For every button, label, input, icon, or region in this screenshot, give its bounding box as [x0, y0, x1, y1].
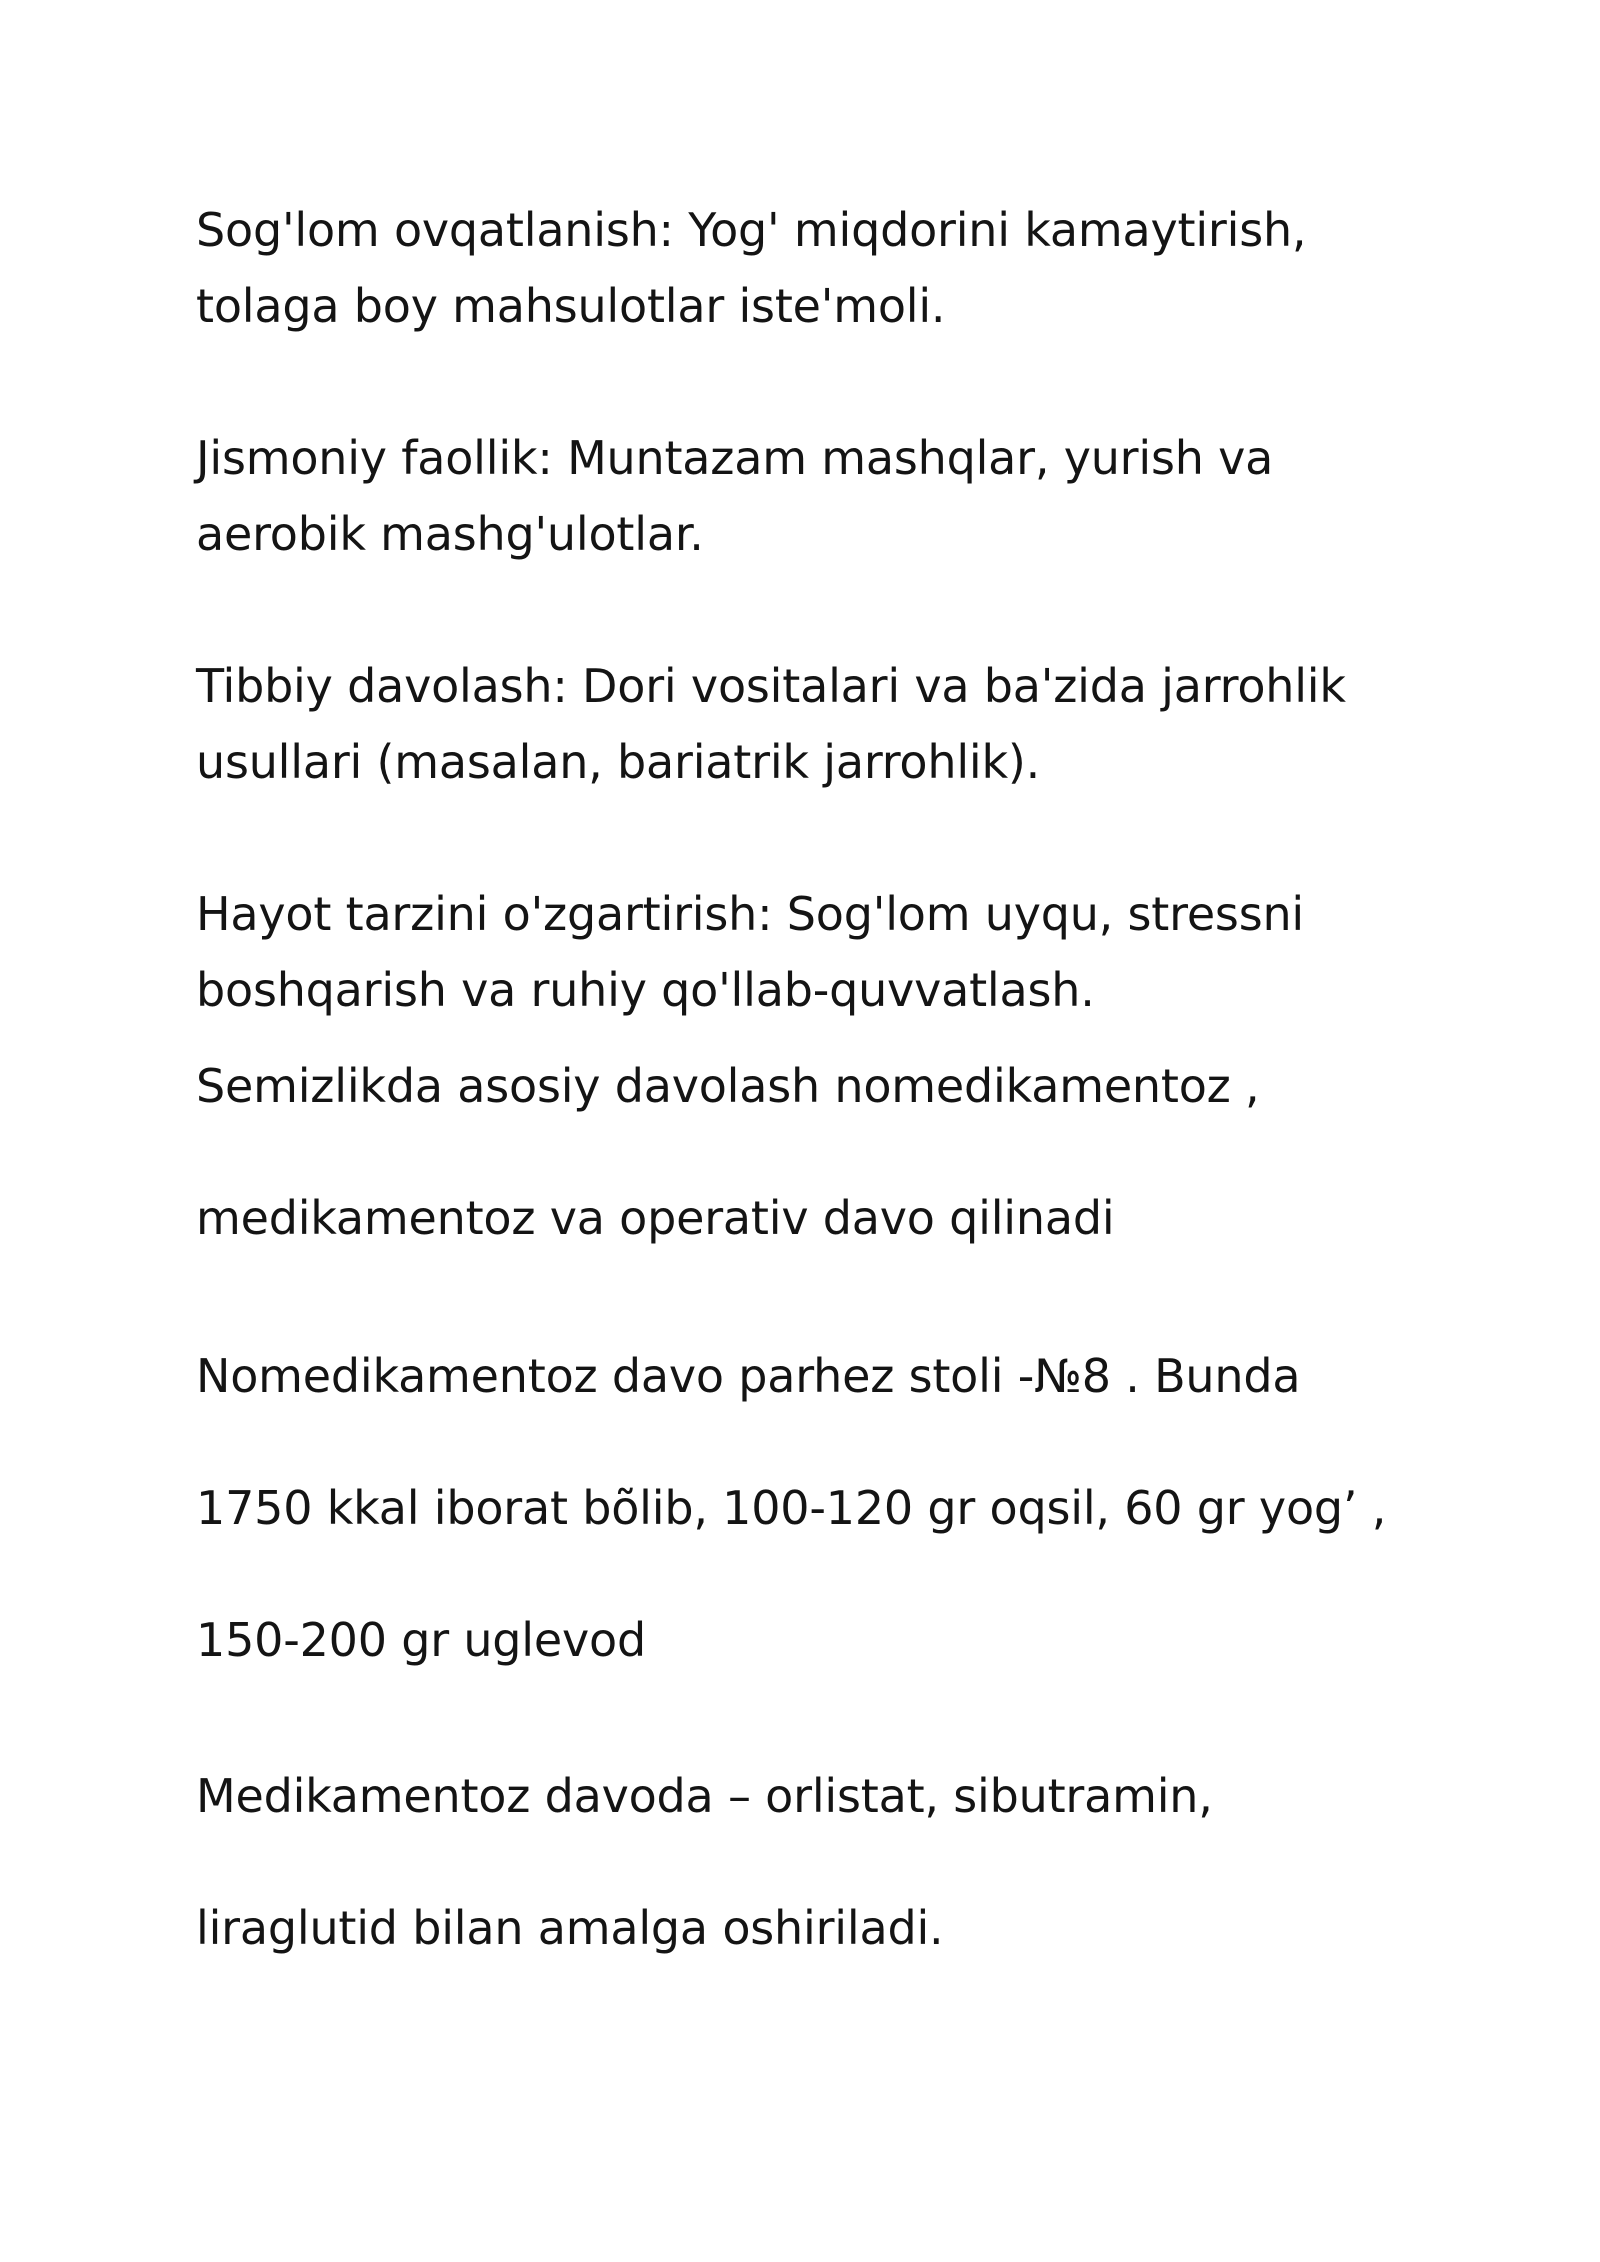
- text-line: Nomedikamentoz davo parhez stoli -№8 . Bunda: [196, 1349, 1301, 1403]
- text-line: Medikamentoz davoda – orlistat, sibutramin,: [196, 1769, 1213, 1823]
- text-line: Sog'lom ovqatlanish: Yog' miqdorini kamaytirish,: [196, 203, 1307, 257]
- text-line: aerobik mashg'ulotlar.: [196, 507, 704, 561]
- text-line: tolaga boy mahsulotlar iste'moli.: [196, 279, 946, 333]
- text-line: usullari (masalan, bariatrik jarrohlik).: [196, 735, 1041, 789]
- text-line: Hayot tarzini o'zgartirish: Sog'lom uyqu, stressni: [196, 887, 1304, 941]
- text-line: Semizlikda asosiy davolash nomedikamentoz ,: [196, 1059, 1260, 1113]
- text-line: liraglutid bilan amalga oshiriladi.: [196, 1901, 944, 1955]
- text-line: Jismoniy faollik: Muntazam mashqlar, yurish va: [196, 431, 1274, 485]
- text-line: medikamentoz va operativ davo qilinadi: [196, 1191, 1115, 1245]
- text-line: Tibbiy davolash: Dori vositalari va ba'zida jarrohlik: [196, 659, 1346, 713]
- text-line: 1750 kkal iborat bõlib, 100-120 gr oqsil, 60 gr yog’ ,: [196, 1481, 1387, 1535]
- text-line: 150-200 gr uglevod: [196, 1613, 646, 1667]
- text-line: boshqarish va ruhiy qo'llab-quvvatlash.: [196, 963, 1095, 1017]
